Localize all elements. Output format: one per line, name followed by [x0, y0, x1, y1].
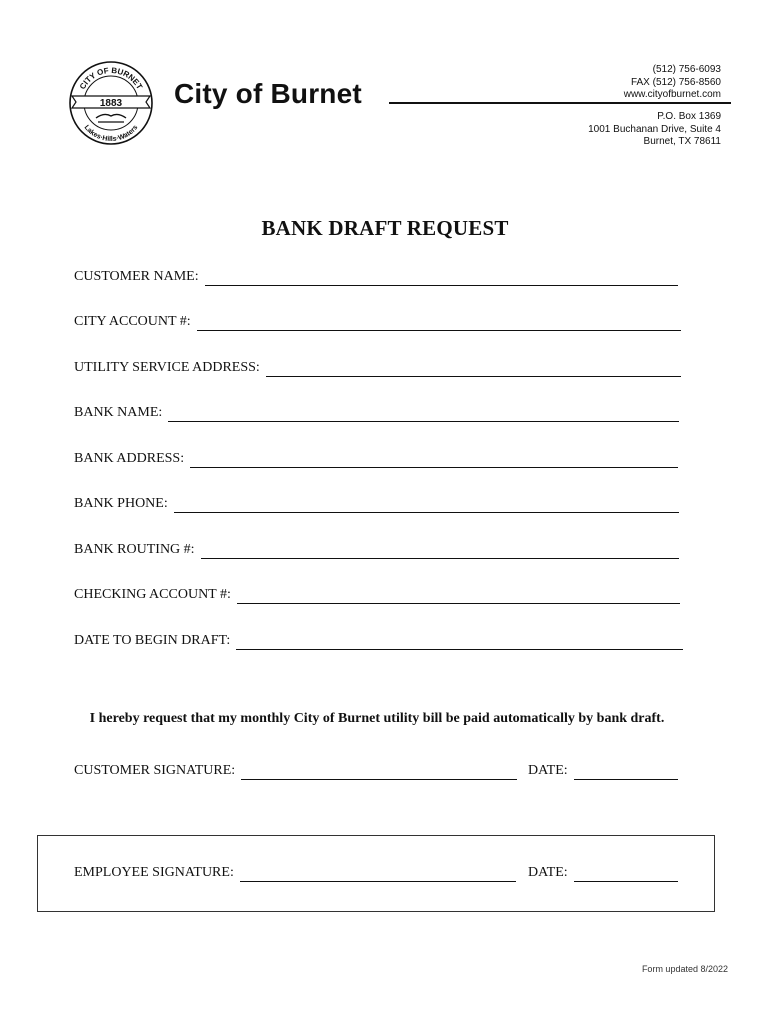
checking-account-input[interactable]: [237, 589, 680, 604]
employee-date-field: [528, 864, 678, 882]
bank-address-field: [74, 450, 678, 468]
bank-phone-input[interactable]: [174, 498, 679, 513]
customer-name-field: [74, 268, 678, 286]
employee-signature-field: [74, 864, 516, 882]
city-account-label: CITY ACCOUNT #:: [74, 314, 191, 329]
form-updated-note: Form updated 8/2022: [641, 964, 728, 974]
customer-name-label: CUSTOMER NAME:: [74, 269, 199, 284]
address-line-2: 1001 Buchanan Drive, Suite 4: [588, 123, 721, 135]
checking-account-label: CHECKING ACCOUNT #:: [74, 587, 231, 602]
fax-number: FAX (512) 756-8560: [630, 76, 721, 88]
bank-address-label: BANK ADDRESS:: [74, 451, 185, 466]
bank-routing-field: [74, 541, 679, 559]
employee-date-label: DATE:: [528, 865, 568, 880]
employee-signature-input[interactable]: [240, 867, 516, 882]
customer-date-field: [528, 762, 678, 780]
customer-signature-field: [74, 762, 517, 780]
contact-info: [624, 64, 721, 102]
address-line-1: P.O. Box 1369: [657, 111, 721, 122]
utility-service-address-label: UTILITY SERVICE ADDRESS:: [74, 360, 260, 375]
bank-routing-input[interactable]: [201, 544, 679, 559]
bank-name-field: [74, 404, 679, 422]
phone-number: (512) 756-6093: [652, 64, 721, 75]
website-link[interactable]: www.cityofburnet.com: [623, 89, 721, 100]
bank-name-input[interactable]: [168, 407, 679, 422]
form-title: BANK DRAFT REQUEST: [261, 216, 509, 240]
date-to-begin-draft-label: DATE TO BEGIN DRAFT:: [74, 633, 231, 648]
utility-service-address-field: [74, 359, 681, 377]
mailing-address: [588, 111, 721, 149]
employee-signature-label: EMPLOYEE SIGNATURE:: [74, 865, 234, 880]
date-to-begin-draft-input[interactable]: [236, 635, 683, 650]
header-rule: [389, 102, 731, 104]
organization-name: City of Burnet: [174, 78, 362, 109]
date-to-begin-draft-field: [74, 632, 683, 650]
authorization-statement: I hereby request that my monthly City of Burnet utility bill be paid automatically by bank draft.: [89, 711, 665, 726]
customer-signature-input[interactable]: [241, 765, 517, 780]
seal-top-text: CITY OF BURNET: [77, 65, 145, 91]
address-line-3: Burnet, TX 78611: [643, 136, 721, 147]
employee-date-input[interactable]: [574, 867, 678, 882]
seal-bottom-text: Lakes·Hills·Waters: [82, 124, 140, 144]
bank-phone-field: [74, 495, 679, 513]
bank-routing-label: BANK ROUTING #:: [74, 542, 195, 557]
customer-date-input[interactable]: [574, 765, 678, 780]
seal-year: 1883: [99, 98, 123, 109]
bank-address-input[interactable]: [190, 453, 678, 468]
bank-phone-label: BANK PHONE:: [74, 496, 168, 511]
customer-name-input[interactable]: [205, 271, 678, 286]
city-account-field: [74, 313, 681, 331]
customer-date-label: DATE:: [528, 763, 568, 778]
bank-name-label: BANK NAME:: [74, 405, 163, 420]
city-account-input[interactable]: [197, 316, 681, 331]
utility-service-address-input[interactable]: [266, 362, 681, 377]
checking-account-field: [74, 586, 680, 604]
city-seal-logo: [68, 60, 154, 146]
customer-signature-label: CUSTOMER SIGNATURE:: [74, 763, 236, 778]
